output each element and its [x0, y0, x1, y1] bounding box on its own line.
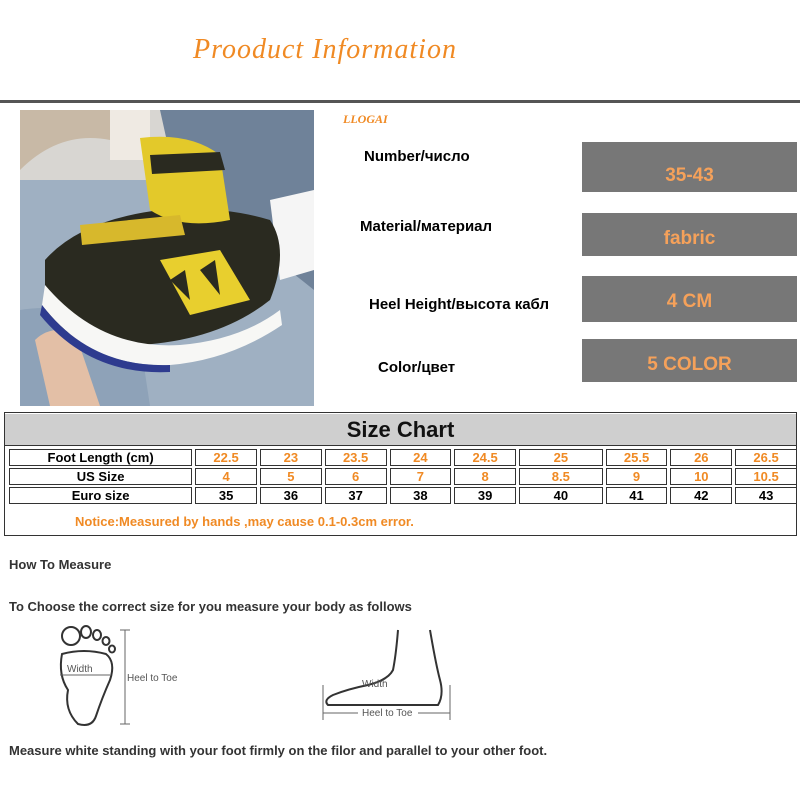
table-cell: 4 [195, 468, 257, 485]
size-chart-header [5, 414, 796, 446]
table-cell: 6 [325, 468, 387, 485]
spec-value-material: fabric [582, 213, 797, 256]
table-cell: 40 [519, 487, 603, 504]
spec-label-heel-height: Heel Height/высота кабл [369, 296, 549, 313]
brand-label: LLOGAI [343, 112, 388, 126]
table-cell: 10 [670, 468, 732, 485]
spec-value-color: 5 COLOR [582, 339, 797, 382]
table-cell: 23.5 [325, 449, 387, 466]
diagram-heel-to-toe-label: Heel to Toe [127, 673, 178, 684]
table-cell: 8 [454, 468, 516, 485]
measure-heading: How To Measure [9, 557, 112, 572]
spec-label-material: Material/материал [360, 218, 493, 235]
row-header: US Size [9, 468, 192, 485]
measure-instruction: To Choose the correct size for you measure your body as follows [9, 599, 412, 614]
table-cell: 36 [260, 487, 322, 504]
diagram-width-label: Width [67, 664, 93, 675]
side-diagram-heel-to-toe-label: Heel to Toe [362, 708, 413, 719]
table-cell: 41 [606, 487, 668, 504]
table-cell: 24.5 [454, 449, 516, 466]
table-cell: 39 [454, 487, 516, 504]
table-cell: 37 [325, 487, 387, 504]
table-cell: 10.5 [735, 468, 797, 485]
table-cell: 7 [390, 468, 452, 485]
table-cell: 22.5 [195, 449, 257, 466]
table-row [9, 449, 797, 466]
page-title: Prooduct Information [193, 34, 457, 65]
measure-footer: Measure white standing with your foot firmly on the filor and parallel to your other foot. [9, 743, 548, 758]
size-chart-notice: Notice:Measured by hands ,may cause 0.1-0.3cm error. [75, 514, 414, 529]
side-diagram-width-label: Width [362, 679, 388, 690]
size-table [6, 447, 800, 506]
table-cell: 9 [606, 468, 668, 485]
spec-value-heel-height: 4 CM [582, 276, 797, 322]
table-cell: 26 [670, 449, 732, 466]
row-header: Foot Length (cm) [9, 449, 192, 466]
table-row [9, 468, 797, 485]
table-cell: 5 [260, 468, 322, 485]
table-cell: 35 [195, 487, 257, 504]
size-chart-title: Size Chart [346, 417, 455, 442]
table-cell: 24 [390, 449, 452, 466]
row-header: Euro size [9, 487, 192, 504]
table-cell: 43 [735, 487, 797, 504]
title-divider [0, 100, 800, 103]
table-cell: 38 [390, 487, 452, 504]
table-cell: 23 [260, 449, 322, 466]
spec-value-number: 35-43 [582, 142, 797, 192]
spec-label-number: Number/число [364, 148, 470, 165]
table-cell: 25 [519, 449, 603, 466]
spec-label-color: Color/цвет [378, 359, 456, 376]
table-cell: 8.5 [519, 468, 603, 485]
table-cell: 25.5 [606, 449, 668, 466]
table-cell: 26.5 [735, 449, 797, 466]
table-row [9, 487, 797, 504]
product-photo [20, 110, 314, 406]
table-cell: 42 [670, 487, 732, 504]
